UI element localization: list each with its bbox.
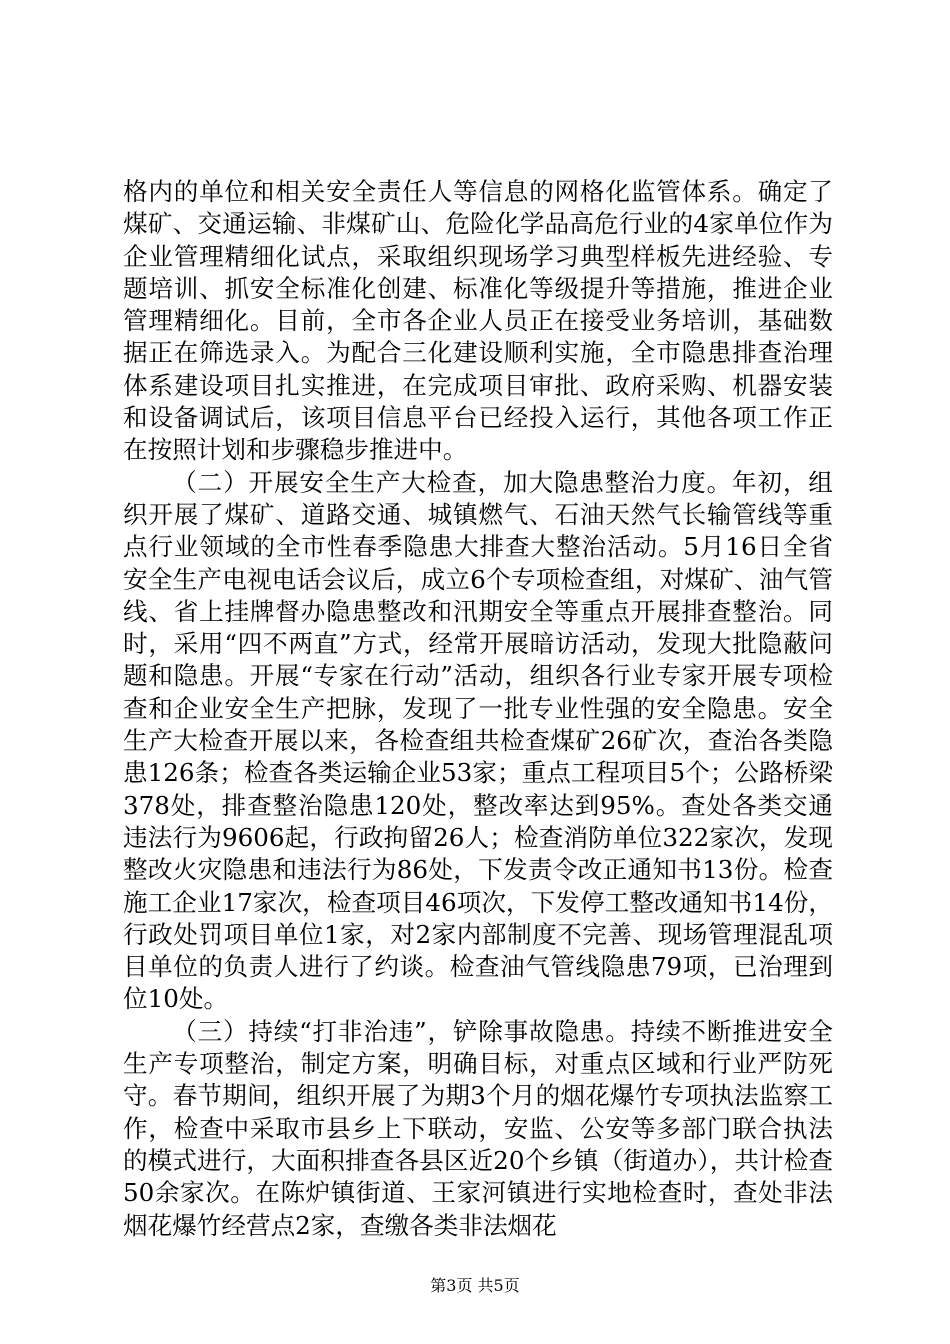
page-footer: 第3页 共5页	[430, 1276, 520, 1295]
paragraph-continuation: 格内的单位和相关安全责任人等信息的网格化监管体系。确定了煤矿、交通运输、非煤矿山、危险化学品高危行业的4家单位作为企业管理精细化试点，采取组织现场学习典型样板先进经验、专题培训、抓安全标准化创建、标准化等级提升等措施，推进企业管理精细化。目前，全市各企业人员正在接受业务培训，基础数据正在筛选录入。为配合三化建设顺利实施，全市隐患排查治理体系建设项目扎实推进，在完成项目审批、政府采购、机器安装和设备调试后，该项目信息平台已经投入运行，其他各项工作正在按照计划和步骤稳步推进中。	[123, 177, 833, 465]
body-text	[123, 176, 833, 1242]
paragraph-section-3: （三）持续“打非治违”，铲除事故隐患。持续不断推进安全生产专项整治，制定方案，明确目标，对重点区域和行业严防死守。春节期间，组织开展了为期3个月的烟花爆竹专项执法监察工作，检查中采取市县乡上下联动，安监、公安等多部门联合执法的模式进行，大面积排查各县区近20个乡镇（街道办），共计检查50余家次。在陈炉镇街道、王家河镇进行实地检查时，查处非法烟花爆竹经营点2家，查缴各类非法烟花	[123, 1016, 833, 1240]
paragraph-section-2: （二）开展安全生产大检查，加大隐患整治力度。年初，组织开展了煤矿、道路交通、城镇燃气、石油天然气长输管线等重点行业领域的全市性春季隐患大排查大整治活动。5月16日全省安全生产电视电话会议后，成立6个专项检查组，对煤矿、油气管线、省上挂牌督办隐患整改和汛期安全等重点开展排查整治。同时，采用“四不两直”方式，经常开展暗访活动，发现大批隐蔽问题和隐患。开展“专家在行动”活动，组织各行业专家开展专项检查和企业安全生产把脉，发现了一批专业性强的安全隐患。安全生产大检查开展以来，各检查组共检查煤矿26矿次，查治各类隐患126条；检查各类运输企业53家；重点工程项目5个；公路桥梁378处，排查整治隐患120处，整改率达到95%。查处各类交通违法行为9606起，行政拘留26人；检查消防单位322家次，发现整改火灾隐患和违法行为86处，下发责令改正通知书13份。检查施工企业17家次，检查项目46项次，下发停工整改通知书14份，行政处罚项目单位1家，对2家内部制度不完善、现场管理混乱项目单位的负责人进行了约谈。检查油气管线隐患79项，已治理到位10处。	[123, 467, 833, 1014]
